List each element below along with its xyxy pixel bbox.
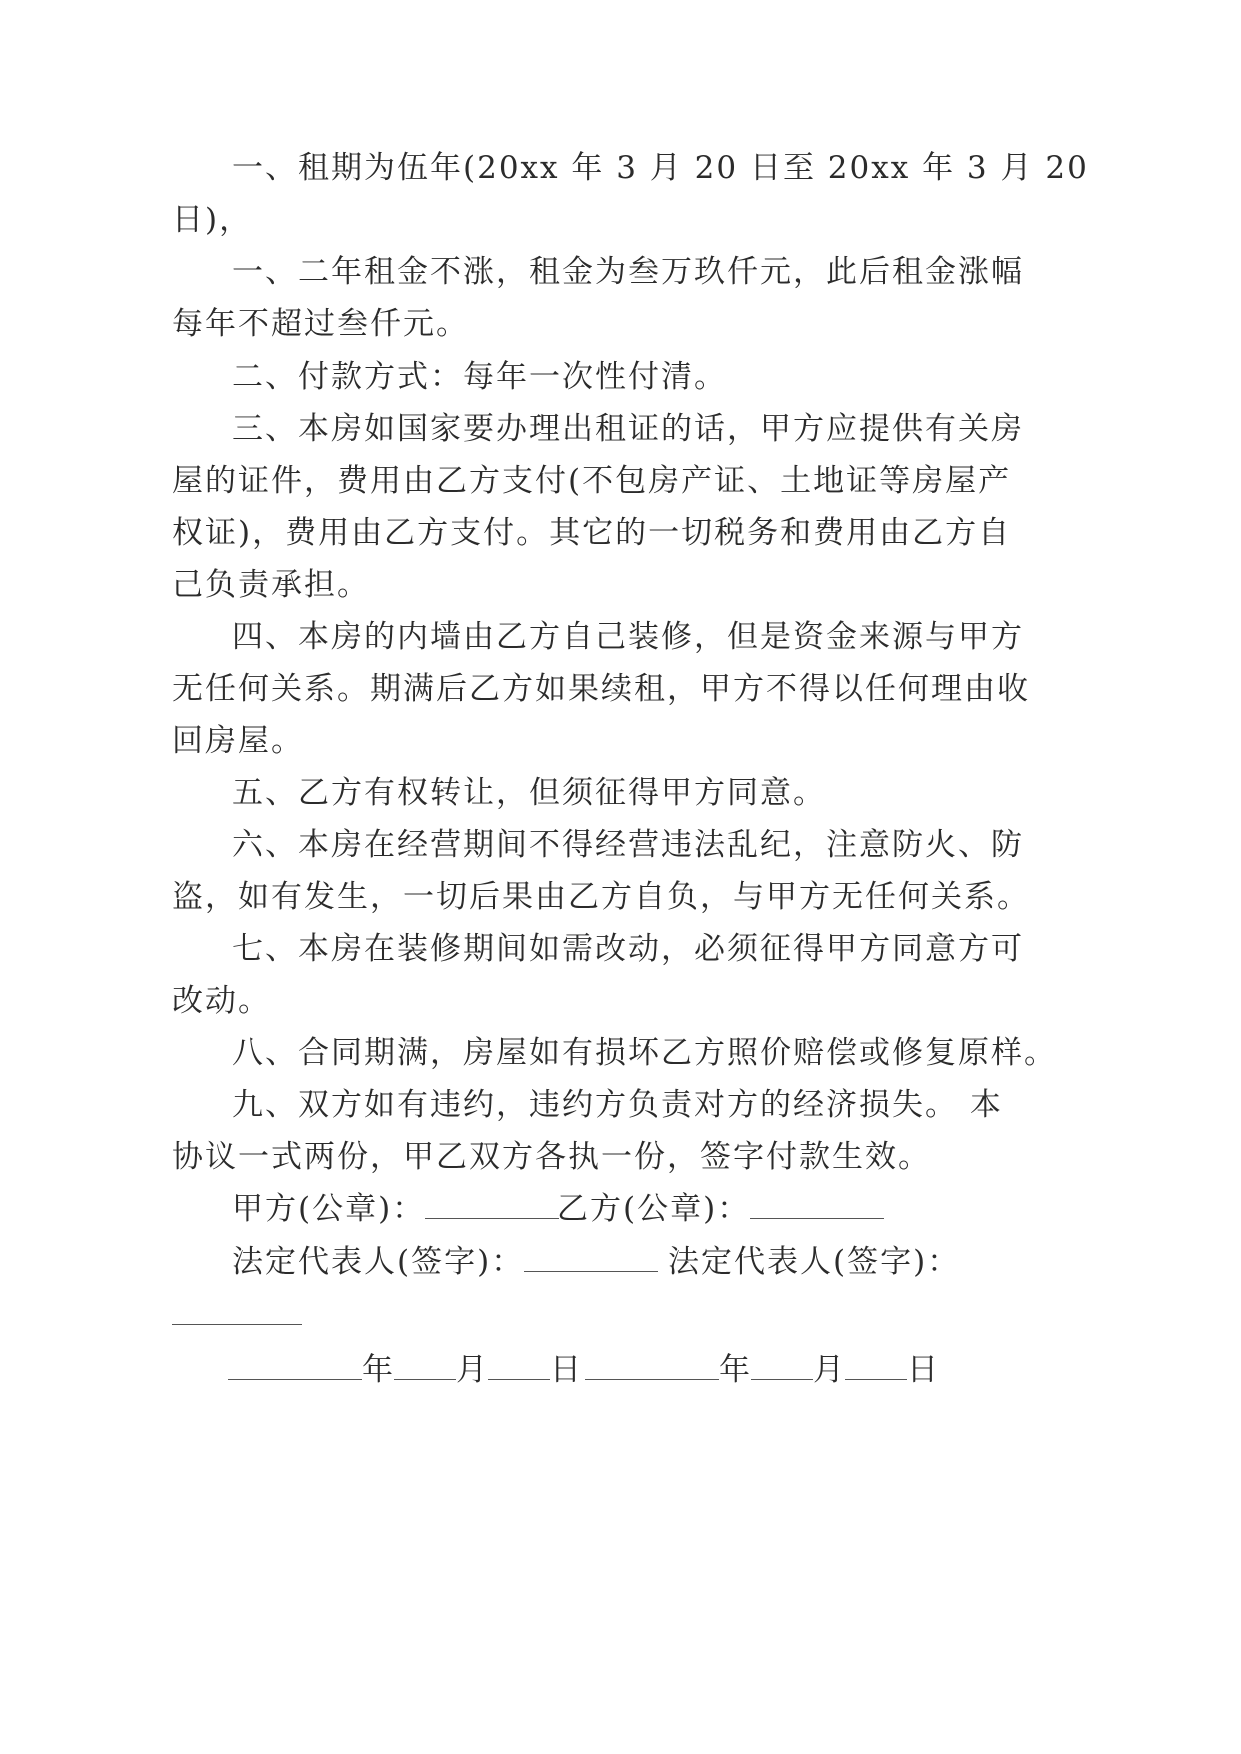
legal-rep-a-blank — [524, 1243, 658, 1272]
party-a-seal-row — [232, 1189, 559, 1229]
clause-line: 一、二年租金不涨，租金为叁万玖仟元，此后租金涨幅 — [232, 254, 1024, 290]
day-label: 日 — [907, 1352, 939, 1388]
party-b-seal-label: 乙方(公章)： — [557, 1191, 751, 1227]
clause-line: 六、本房在经营期间不得经营违法乱纪，注意防火、防 — [232, 827, 1024, 863]
day-label: 日 — [550, 1352, 582, 1388]
clause-line: 无任何关系。期满后乙方如果续租，甲方不得以任何理由收 — [172, 671, 1030, 707]
clause-line: 七、本房在装修期间如需改动，必须征得甲方同意方可 — [232, 931, 1024, 967]
clause-line: 三、本房如国家要办理出租证的话，甲方应提供有关房 — [232, 411, 1024, 447]
legal-rep-a-row — [232, 1242, 658, 1282]
year-blank — [585, 1351, 719, 1380]
clause-line: 盗，如有发生，一切后果由乙方自负，与甲方无任何关系。 — [172, 879, 1030, 915]
clause-line: 二、付款方式：每年一次性付清。 — [232, 359, 727, 395]
year-blank — [228, 1351, 362, 1380]
clause-line: 己负责承担。 — [172, 567, 370, 603]
clause-line: 五、乙方有权转让，但须征得甲方同意。 — [232, 775, 826, 811]
clause-line: 八、合同期满，房屋如有损坏乙方照价赔偿或修复原样。 — [232, 1035, 1057, 1071]
party-a-seal-blank — [425, 1190, 559, 1219]
legal-rep-b-blank — [172, 1324, 302, 1325]
clause-line: 屋的证件，费用由乙方支付(不包房产证、土地证等房屋产 — [172, 463, 1012, 499]
month-blank — [751, 1351, 813, 1380]
clause-line: 九、双方如有违约，违约方负责对方的经济损失。 本 — [232, 1087, 1003, 1123]
party-b-seal-blank — [750, 1190, 884, 1219]
legal-rep-b-row — [668, 1242, 960, 1282]
clause-line: 四、本房的内墙由乙方自己装修，但是资金来源与甲方 — [232, 619, 1024, 655]
clause-line: 协议一式两份，甲乙双方各执一份，签字付款生效。 — [172, 1139, 931, 1175]
year-label: 年 — [362, 1352, 394, 1388]
day-blank — [845, 1351, 907, 1380]
clause-line: 回房屋。 — [172, 723, 304, 759]
day-blank — [488, 1351, 550, 1380]
legal-rep-a-label: 法定代表人(签字)： — [232, 1244, 525, 1280]
clause-line: 改动。 — [172, 983, 271, 1019]
month-label: 月 — [456, 1352, 488, 1388]
month-label: 月 — [813, 1352, 845, 1388]
date-row-a — [228, 1350, 582, 1390]
clause-line: 每年不超过叁仟元。 — [172, 306, 469, 342]
party-a-seal-label: 甲方(公章)： — [232, 1191, 426, 1227]
clause-line: 权证)，费用由乙方支付。其它的一切税务和费用由乙方自 — [172, 515, 1012, 551]
year-label: 年 — [719, 1352, 751, 1388]
date-row-b — [585, 1350, 939, 1390]
clause-line: 日)， — [172, 202, 253, 238]
party-b-seal-row — [557, 1189, 884, 1229]
clause-line: 一、租期为伍年(20xx 年 3 月 20 日至 20xx 年 3 月 20 — [232, 150, 1089, 186]
month-blank — [394, 1351, 456, 1380]
legal-rep-b-label: 法定代表人(签字)： — [668, 1244, 961, 1280]
